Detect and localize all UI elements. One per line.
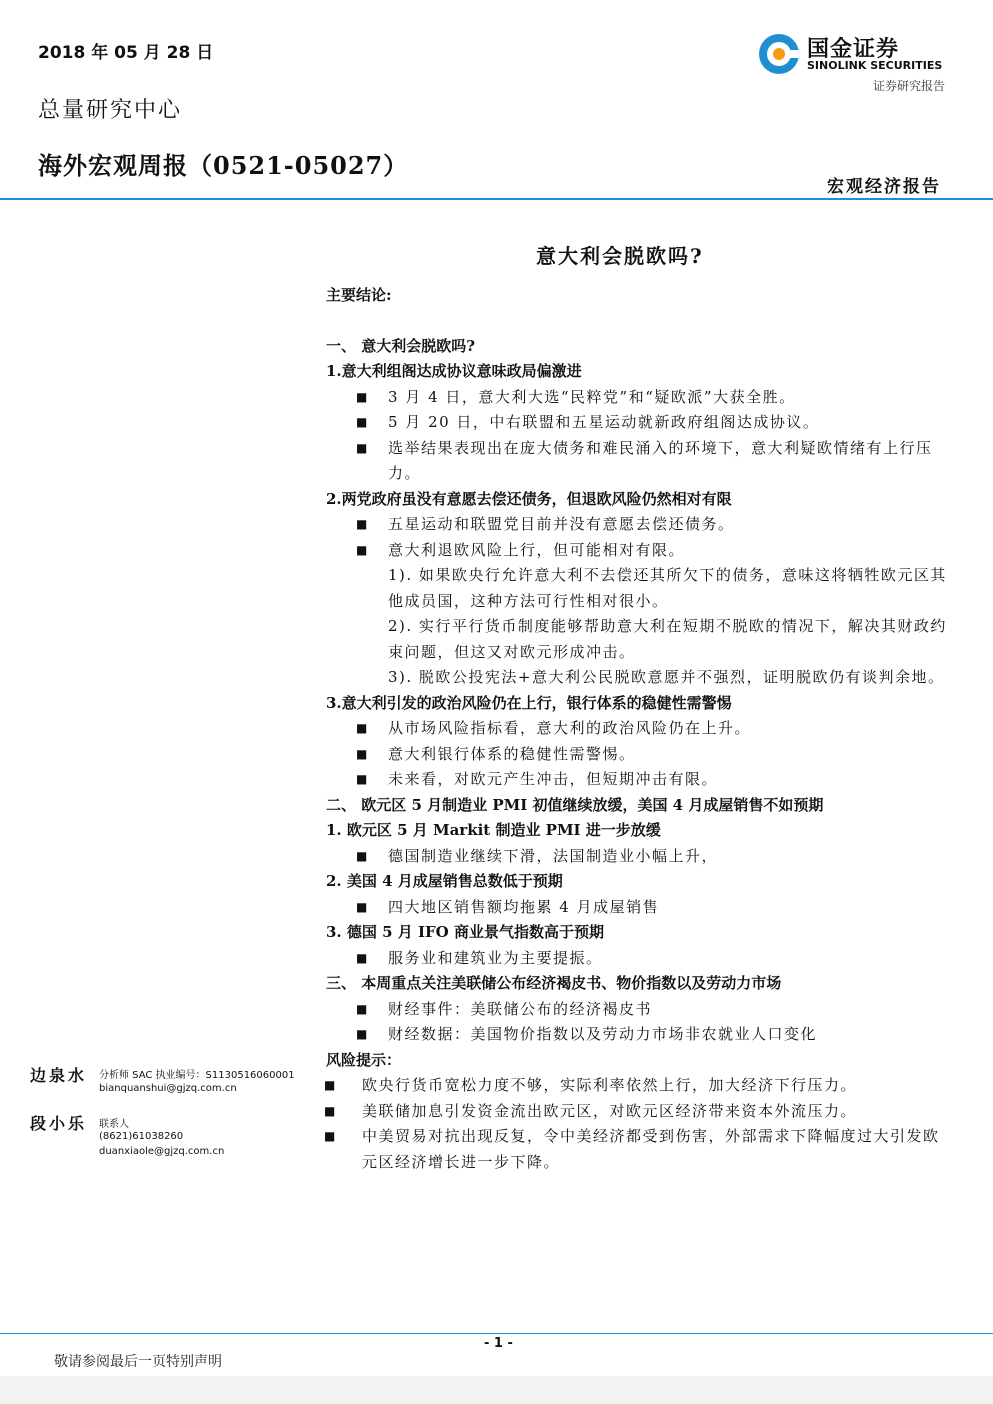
author-email: duanxiaole@gjzq.com.cn (99, 1146, 225, 1157)
bullet-text: 中美贸易对抗出现反复，令中美经济都受到伤害，外部需求下降幅度过大引发欧元区经济增长进一步下降。 (362, 1127, 940, 1171)
bullet-square-icon: ■ (356, 1001, 369, 1016)
bullet-text: 未来看，对欧元产生冲击，但短期冲击有限。 (388, 770, 719, 788)
logo-subtitle: 证券研究报告 (872, 79, 945, 93)
logo-text-en: SINOLINK SECURITIES (807, 59, 943, 72)
bullet-square-icon: ■ (324, 1129, 337, 1143)
bullet-square-icon: ■ (356, 746, 369, 761)
author-phone: (8621)61038260 (99, 1131, 184, 1142)
sub-item: 2). 实行平行货币制度能够帮助意大利在短期不脱欧的情况下，解决其财政约束问题，但这又对欧元形成冲击。 (388, 617, 947, 661)
bullet-item (326, 1124, 951, 1175)
bullet-square-icon: ■ (356, 517, 369, 531)
bullet-square-icon: ■ (356, 899, 369, 914)
header-divider (0, 198, 993, 200)
bullet-text: 美联储加息引发资金流出欧元区，对欧元区经济带来资本外流压力。 (362, 1101, 858, 1120)
main-content (326, 283, 951, 1175)
section-heading: 一、 意大利会脱欧吗? (326, 336, 476, 355)
bullet-text: 德国制造业继续下滑，法国制造业小幅上升， (388, 846, 719, 865)
sub-item: 1). 如果欧央行允许意大利不去偿还其所欠下的债务，意味这将牺牲欧元区其他成员国，这种方法可行性相对很小。 (388, 566, 947, 610)
author-name: 段小乐 (30, 1114, 88, 1133)
bullet-item (326, 1099, 951, 1125)
report-title: 海外宏观周报（0521-05027） (38, 151, 409, 180)
bullet-square-icon: ■ (356, 848, 369, 863)
bullet-text: 服务业和建筑业为主要提振。 (388, 948, 603, 967)
bullet-text: 从市场风险指标看，意大利的政治风险仍在上升。 (388, 719, 752, 737)
bullet-square-icon: ■ (356, 950, 369, 965)
bullet-square-icon: ■ (356, 440, 369, 455)
bullet-square-icon: ■ (356, 542, 369, 557)
section-heading: 3. 德国 5 月 IFO 商业景气指数高于预期 (326, 923, 604, 941)
company-logo (757, 32, 947, 74)
footer-divider (0, 1333, 993, 1334)
author-name: 边泉水 (30, 1066, 88, 1085)
section-heading: 主要结论: (326, 286, 392, 304)
section-heading: 三、 本周重点关注美联储公布经济褐皮书、物价指数以及劳动力市场 (326, 974, 782, 992)
page-number: - 1 - (484, 1336, 513, 1351)
bullet-text: 财经数据：美国物价指数以及劳动力市场非农就业人口变化 (388, 1025, 818, 1043)
logo-text-cn: 国金证券 (807, 37, 900, 62)
bullet-square-icon: ■ (356, 1027, 369, 1041)
bullet-text: 意大利退欧风险上行，但可能相对有限。 (388, 540, 686, 559)
bullet-item (326, 946, 951, 972)
bullet-text: 5 月 20 日，中右联盟和五星运动就新政府组阁达成协议。 (388, 413, 820, 431)
bullet-text: 3 月 4 日，意大利大选“民粹党”和“疑欧派”大获全胜。 (388, 387, 796, 406)
section-heading: 2. 美国 4 月成屋销售总数低于预期 (326, 872, 563, 890)
bullet-item (326, 436, 951, 487)
bullet-item (326, 410, 951, 436)
section-heading: 1.意大利组阁达成协议意味政局偏激进 (326, 362, 582, 380)
bullet-text: 四大地区销售额均拖累 4 月成屋销售 (388, 897, 660, 916)
bullet-square-icon: ■ (356, 772, 369, 786)
sub-item: 3). 脱欧公投宪法+意大利公民脱欧意愿并不强烈，证明脱欧仍有谈判余地。 (388, 668, 945, 686)
bullet-square-icon: ■ (324, 1103, 337, 1118)
bullet-text: 五星运动和联盟党目前并没有意愿去偿还债务。 (388, 515, 735, 533)
bullet-text: 财经事件：美联储公布的经济褐皮书 (388, 999, 653, 1018)
section-heading: 2.两党政府虽没有意愿去偿还债务，但退欧风险仍然相对有限 (326, 489, 732, 508)
bullet-item (326, 385, 951, 411)
bullet-item (326, 1073, 951, 1099)
bullet-square-icon: ■ (324, 1078, 337, 1092)
bullet-item (326, 997, 951, 1023)
disclaimer-note: 敬请参阅最后一页特别声明 (54, 1354, 222, 1370)
bullet-item (326, 716, 951, 742)
bullet-square-icon: ■ (356, 389, 369, 404)
section-heading: 3.意大利引发的政治风险仍在上行，银行体系的稳健性需警惕 (326, 693, 732, 712)
logo-emblem-icon (757, 32, 801, 76)
bullet-item (326, 844, 951, 870)
bullet-item (326, 538, 951, 564)
bullet-item (326, 895, 951, 921)
author-cert: 分析师 SAC 执业编号：S1130516060001 (99, 1070, 295, 1081)
bullet-item (326, 1022, 951, 1048)
section-heading: 二、 欧元区 5 月制造业 PMI 初值继续放缓，美国 4 月成屋销售不如预期 (326, 795, 824, 814)
bullet-item (326, 512, 951, 538)
report-date: 2018 年 05 月 28 日 (38, 43, 214, 63)
bullet-square-icon: ■ (356, 415, 369, 429)
research-center: 总量研究中心 (38, 98, 183, 123)
section-heading: 风险提示： (326, 1050, 402, 1069)
bullet-text: 意大利银行体系的稳健性需警惕。 (388, 744, 636, 763)
author-role: 联系人 (99, 1119, 129, 1130)
section-heading: 1. 欧元区 5 月 Markit 制造业 PMI 进一步放缓 (326, 821, 661, 839)
report-type: 宏观经济报告 (827, 177, 941, 197)
bullet-square-icon: ■ (356, 721, 369, 735)
bullet-text: 选举结果表现出在庞大债务和难民涌入的环境下，意大利疑欧情绪有上行压力。 (388, 438, 933, 482)
author-email: bianquanshui@gjzq.com.cn (99, 1083, 237, 1094)
main-title: 意大利会脱欧吗? (536, 244, 704, 268)
bullet-item (326, 767, 951, 793)
bullet-text: 欧央行货币宽松力度不够，实际利率依然上行，加大经济下行压力。 (362, 1076, 858, 1094)
bottom-band (0, 1376, 993, 1404)
bullet-item (326, 742, 951, 768)
